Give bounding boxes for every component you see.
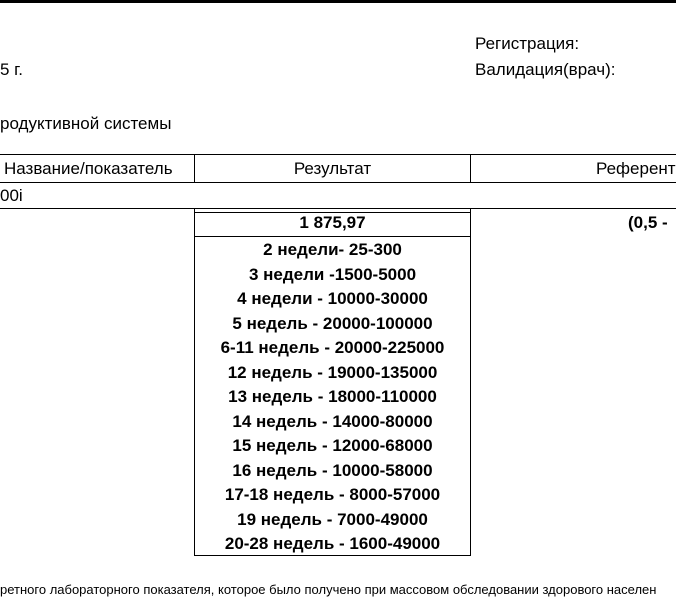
header-bottom-line bbox=[0, 182, 676, 183]
list-item: 20-28 недель - 1600-49000 bbox=[224, 534, 441, 553]
list-item: 17-18 недель - 8000-57000 bbox=[224, 485, 441, 504]
analyzer-fragment: 00i bbox=[0, 186, 23, 205]
table-top-line bbox=[0, 154, 676, 155]
list-item: 14 недель - 14000-80000 bbox=[232, 411, 433, 431]
col-divider-2-header bbox=[470, 154, 471, 183]
top-border bbox=[0, 0, 676, 3]
list-item: 2 недели- 25-300 bbox=[263, 240, 402, 259]
col-divider-2-body bbox=[470, 209, 471, 556]
list-item: 12 недель - 19000-135000 bbox=[227, 362, 438, 382]
footnote: ретного лабораторного показателя, которое было получено при массовом обследовании здорового населен bbox=[0, 582, 657, 597]
list-item: 6-11 недель - 20000-225000 bbox=[220, 338, 445, 357]
list-item: 16 недель - 10000-58000 bbox=[232, 460, 433, 480]
column-header-reference: Референт bbox=[596, 159, 676, 178]
list-item: 4 недели - 10000-30000 bbox=[237, 289, 428, 308]
section-title: родуктивной системы bbox=[0, 114, 172, 133]
result-cell-bottom-line bbox=[195, 236, 471, 237]
reference-ranges-list bbox=[195, 238, 470, 557]
reference-fragment: (0,5 - bbox=[628, 213, 668, 232]
list-item: 13 недель - 18000-110000 bbox=[228, 387, 437, 406]
column-header-name: Название/показатель bbox=[4, 159, 173, 178]
date-fragment: 5 г. bbox=[0, 60, 24, 79]
registration-label: Регистрация: bbox=[475, 34, 580, 53]
list-item: 15 недель - 12000-68000 bbox=[232, 436, 433, 455]
list-item: 3 недели -1500-5000 bbox=[248, 264, 417, 284]
validation-label: Валидация(врач): bbox=[475, 60, 616, 79]
result-value: 1 875,97 bbox=[299, 213, 366, 232]
list-item: 19 недель - 7000-49000 bbox=[237, 509, 428, 529]
analyzer-row-bottom-line bbox=[0, 208, 676, 209]
list-item: 5 недель - 20000-100000 bbox=[232, 313, 433, 333]
column-header-result: Результат bbox=[293, 159, 372, 178]
